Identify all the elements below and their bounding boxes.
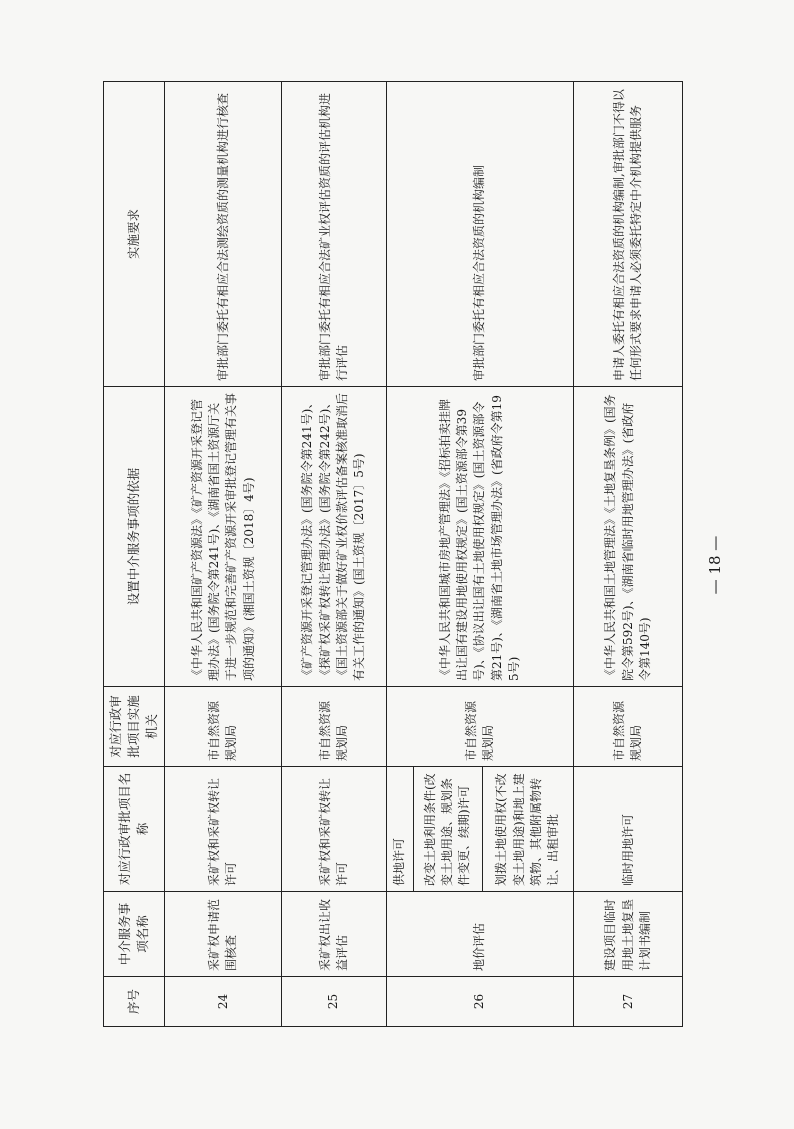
- header-seq: 序号: [104, 977, 165, 1027]
- row-approval: 划拨土地使用权(不改变土地用途)和地上建筑物、其他附属物转让、出租审批: [482, 767, 574, 892]
- row-seq: 25: [282, 977, 386, 1027]
- row-requirement: 审批部门委托有相应合法资质的机构编制: [386, 82, 574, 387]
- row-seq: 27: [574, 977, 683, 1027]
- row-approval: 供地许可: [386, 767, 413, 892]
- row-service: 采矿权申请范围核查: [165, 892, 282, 977]
- table-row: [282, 82, 386, 1027]
- header-agency: 对应行政审批项目实施机关: [104, 687, 165, 767]
- rotated-table-container: [103, 82, 683, 1027]
- row-requirement: 审批部门委托有相应合法测绘资质的测量机构进行核查: [165, 82, 282, 387]
- row-requirement: 申请人委托有相应合法资质的机构编制,审批部门不得以任何形式要求申请人必须委托特定中介机构提供服务: [574, 82, 683, 387]
- row-service: 采矿权出让收益评估: [282, 892, 386, 977]
- row-agency: 市自然资源规划局: [165, 687, 282, 767]
- row-basis: 《中华人民共和国矿产资源法》《矿产资源开采登记管理办法》(国务院令第241号)、《湖南省国土资源厅关于进一步规范和完善矿产资源开采审批登记管理有关事项的通知》(湘国土资规〔2018〕4号): [165, 387, 282, 687]
- table-header-row: [104, 82, 165, 1027]
- page-number-wrap: [700, 520, 730, 610]
- row-basis: 《中华人民共和国城市房地产管理法》《招标拍卖挂牌出让国有建设用地使用权规定》(国土资源部令第39号)、《协议出让国有土地使用权规定》(国土资源部令第21号)、《湖南省土地市场管理办法》(省政府令第195号): [386, 387, 574, 687]
- table-row: [165, 82, 282, 1027]
- row-service: 地价评估: [386, 892, 574, 977]
- row-approval: 采矿权和采矿权转让许可: [165, 767, 282, 892]
- row-requirement: 审批部门委托有相应合法矿业权评估资质的评估机构进行评估: [282, 82, 386, 387]
- row-approval: 临时用地许可: [574, 767, 683, 892]
- header-approval: 对应行政审批项目名称: [104, 767, 165, 892]
- row-seq: 24: [165, 977, 282, 1027]
- row-seq: 26: [386, 977, 574, 1027]
- row-basis: 《中华人民共和国土地管理法》《土地复垦条例》(国务院令第592号)、《湖南省临时用地管理办法》(省政府令第140号): [574, 387, 683, 687]
- table-row: [574, 82, 683, 1027]
- row-approval: 采矿权和采矿权转让许可: [282, 767, 386, 892]
- service-items-table: [103, 81, 683, 1027]
- row-approval: 改变土地利用条件(改变土地用途、规划条件变更、续期)许可: [413, 767, 482, 892]
- header-basis: 设置中介服务事项的依据: [104, 387, 165, 687]
- table-row: [386, 82, 413, 1027]
- row-basis: 《矿产资源开采登记管理办法》(国务院令第241号)、《探矿权采矿权转让管理办法》(国务院令第242号)、《国土资源部关于做好矿业权价款评估备案核准取消后有关工作的通知》(国土资规〔2017〕5号): [282, 387, 386, 687]
- row-service: 建设项目临时用地土地复垦计划书编制: [574, 892, 683, 977]
- page-number: — 18 —: [706, 535, 724, 595]
- row-agency: 市自然资源规划局: [574, 687, 683, 767]
- header-service: 中介服务事项名称: [104, 892, 165, 977]
- row-agency: 市自然资源规划局: [386, 687, 574, 767]
- header-requirement: 实施要求: [104, 82, 165, 387]
- row-agency: 市自然资源规划局: [282, 687, 386, 767]
